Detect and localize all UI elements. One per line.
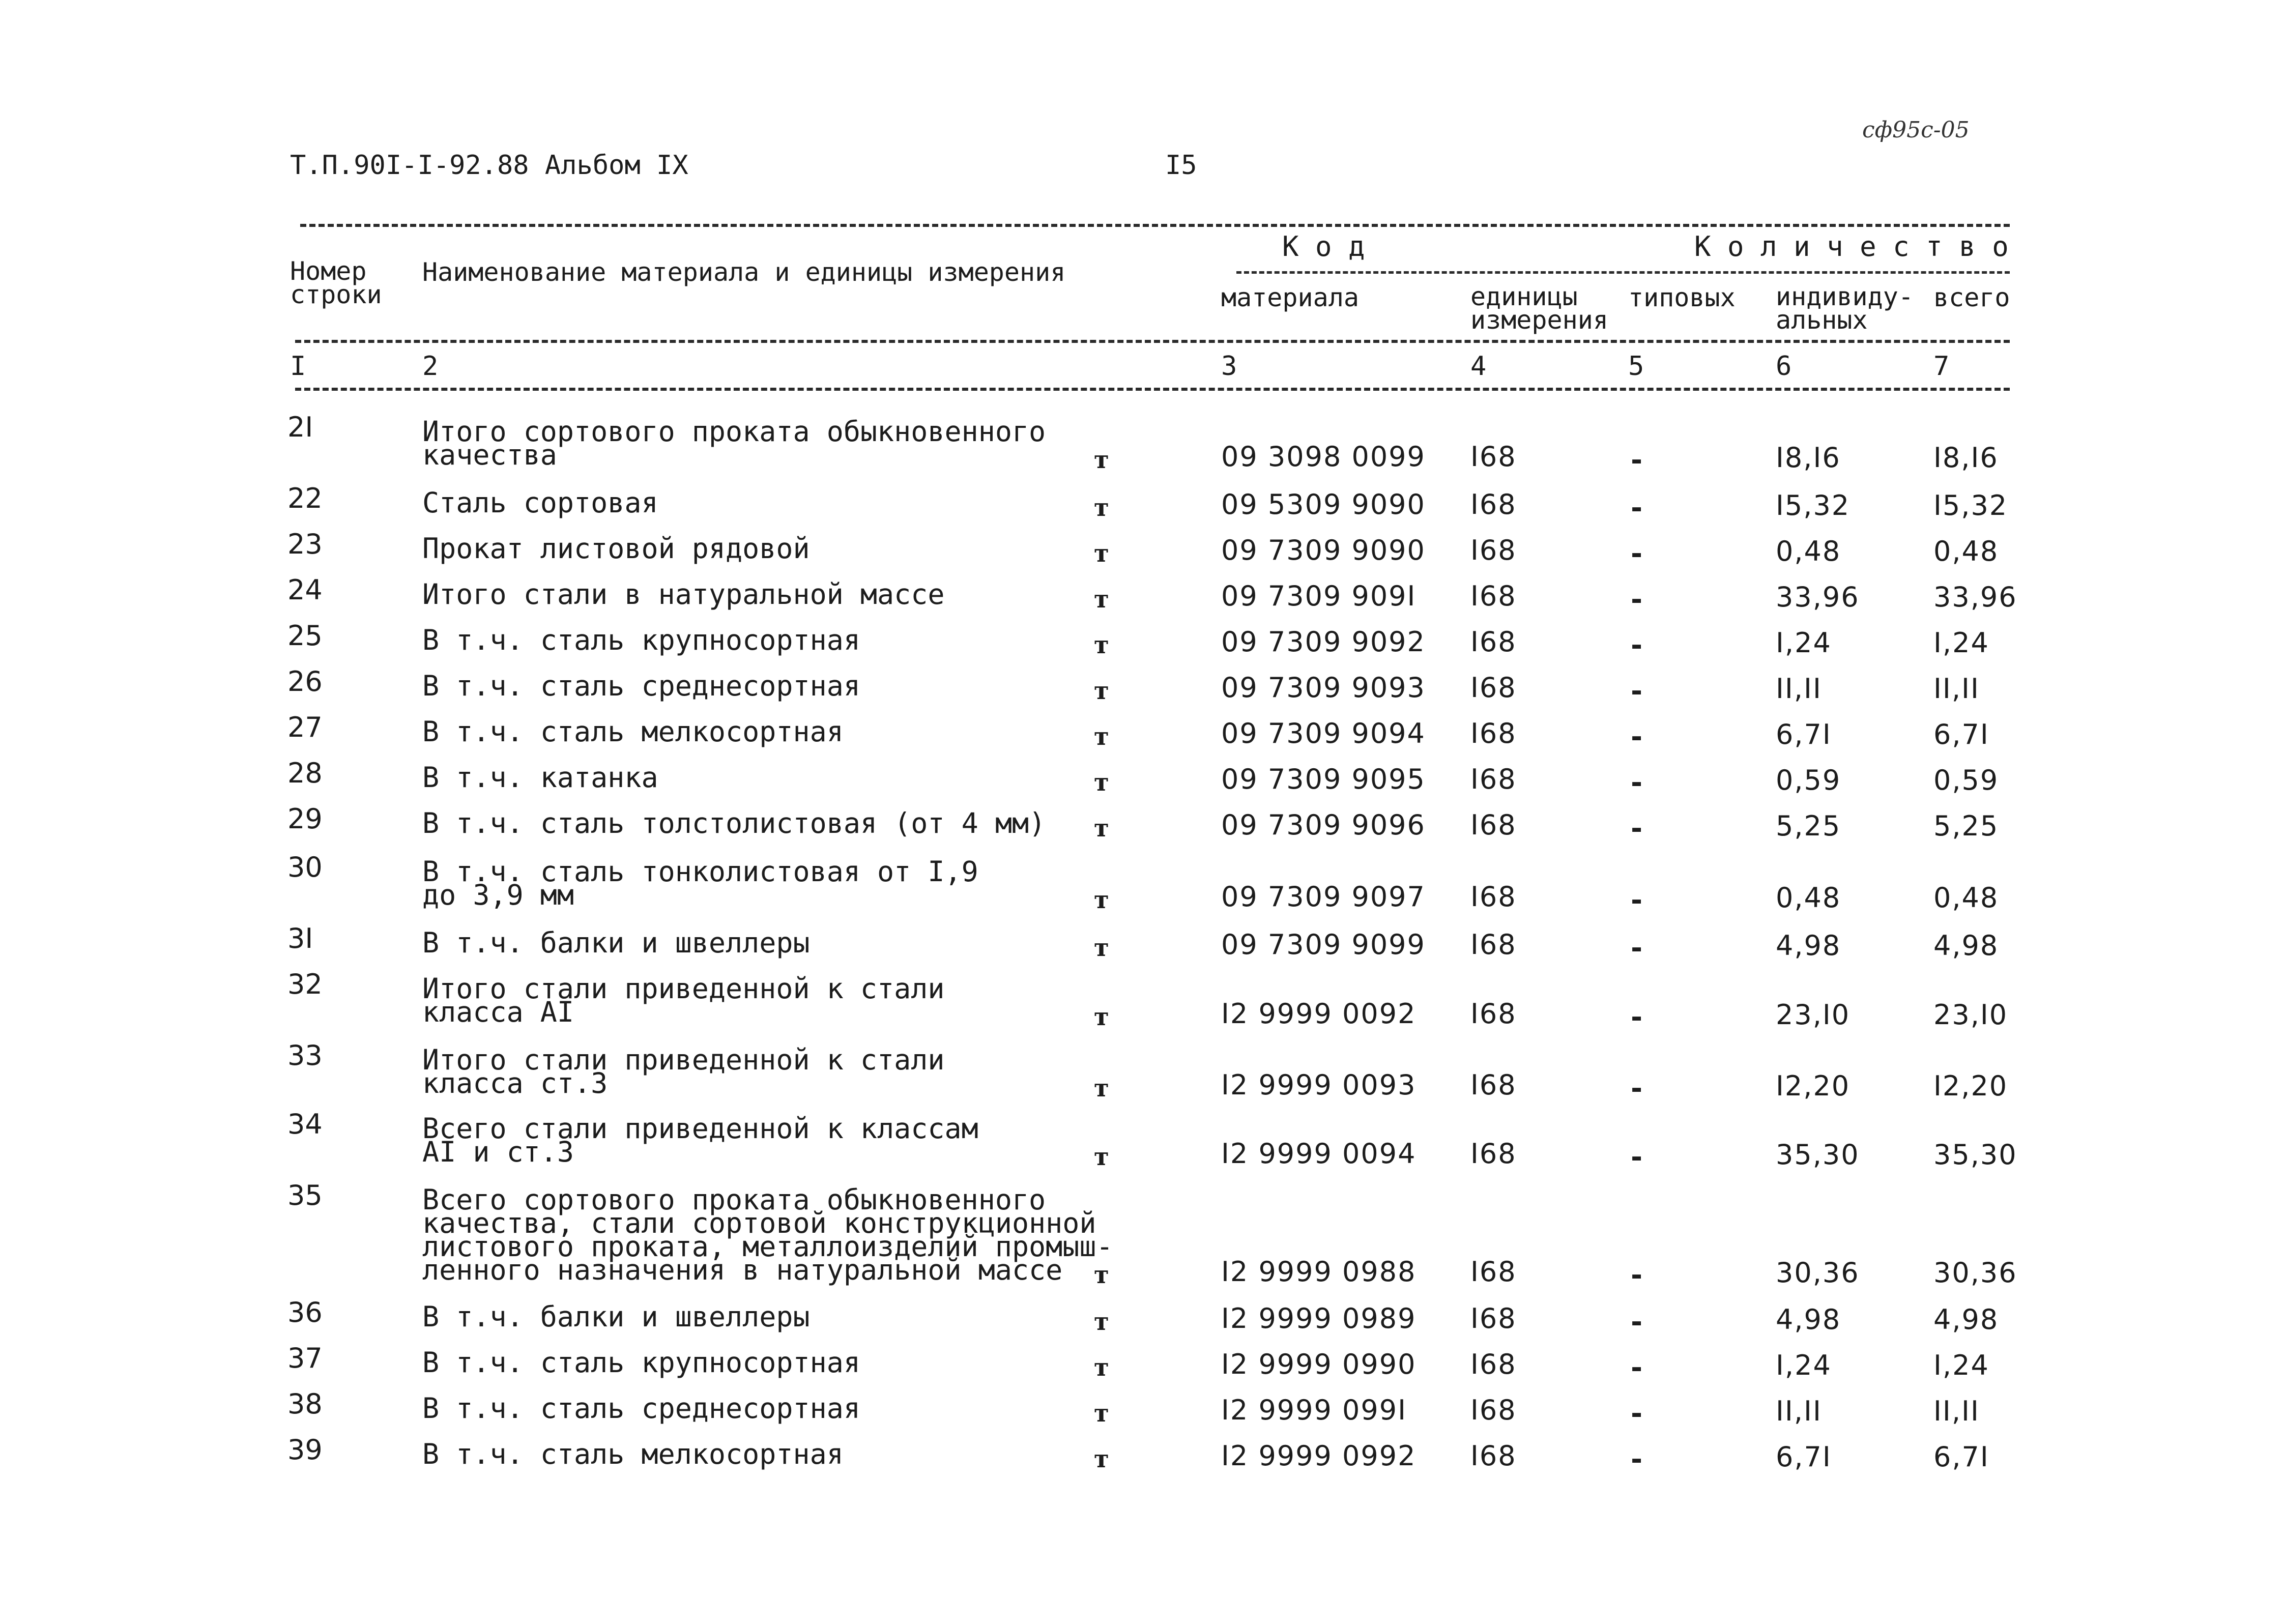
unit-of-measure: т: [1094, 1308, 1109, 1336]
row-number: 27: [287, 711, 323, 743]
unit-code: I68: [1470, 1440, 1517, 1472]
column-number-rule: [295, 388, 2010, 391]
unit-of-measure: т: [1094, 1353, 1109, 1382]
quantity-typical: -: [1628, 812, 1645, 845]
header-code-group: К о д: [1282, 230, 1365, 263]
unit-code: I68: [1470, 1348, 1517, 1380]
unit-of-measure: т: [1094, 1003, 1109, 1031]
row-number: 22: [287, 482, 323, 514]
header-bottom-rule: [295, 340, 2010, 343]
unit-of-measure: т: [1094, 585, 1109, 614]
row-number: 2I: [287, 411, 313, 443]
quantity-individual: I8,I6: [1776, 442, 1841, 474]
material-name: В т.ч. катанка: [422, 761, 658, 794]
quantity-individual: 0,48: [1776, 882, 1841, 914]
quantity-typical: -: [1628, 932, 1645, 964]
quantity-total: 5,25: [1933, 810, 1999, 842]
unit-code: I68: [1470, 441, 1517, 473]
quantity-total: 23,I0: [1933, 999, 2008, 1031]
quantity-individual: 35,30: [1776, 1139, 1860, 1171]
header-quantity-typical: типовых: [1628, 283, 1736, 312]
quantity-total: I8,I6: [1933, 442, 1999, 474]
quantity-typical: -: [1628, 766, 1645, 799]
material-code: 09 7309 909I: [1221, 580, 1416, 612]
row-number: 30: [287, 851, 323, 883]
unit-code: I68: [1470, 626, 1517, 658]
unit-code: I68: [1470, 1394, 1517, 1426]
header-code-unit: единицы измерения: [1470, 282, 1608, 335]
row-number: 38: [287, 1388, 323, 1420]
quantity-typical: -: [1628, 583, 1645, 616]
quantity-typical: -: [1628, 629, 1645, 661]
quantity-total: 6,7I: [1933, 1441, 1989, 1473]
header-code-material: материала: [1221, 283, 1359, 312]
quantity-total: 4,98: [1933, 1303, 1999, 1336]
material-code: I2 9999 0989: [1221, 1302, 1416, 1335]
row-number: 37: [287, 1342, 323, 1374]
quantity-typical: -: [1628, 1072, 1645, 1105]
material-code: 09 7309 9099: [1221, 929, 1426, 961]
material-code: 09 3098 0099: [1221, 441, 1426, 473]
material-name: В т.ч. сталь толстолистовая (от 4 мм): [422, 807, 1046, 839]
quantity-individual: I,24: [1776, 627, 1832, 659]
unit-of-measure: т: [1094, 1143, 1109, 1171]
quantity-typical: -: [1628, 1141, 1645, 1173]
quantity-total: 0,59: [1933, 764, 1999, 796]
unit-code: I68: [1470, 580, 1517, 612]
row-number: 36: [287, 1296, 323, 1328]
material-name: Прокат листовой рядовой: [422, 532, 810, 565]
unit-of-measure: т: [1094, 886, 1109, 914]
material-name: В т.ч. балки и швеллеры: [422, 926, 810, 959]
row-number: 25: [287, 620, 323, 652]
material-name: Итого стали приведенной к стали класса АI: [422, 972, 945, 1028]
unit-of-measure: т: [1094, 1445, 1109, 1473]
material-name: В т.ч. балки и швеллеры: [422, 1300, 810, 1333]
material-code: I2 9999 0992: [1221, 1440, 1416, 1472]
quantity-individual: II,II: [1776, 1395, 1822, 1427]
page-number: I5: [1165, 150, 1197, 181]
quantity-typical: -: [1628, 444, 1645, 476]
quantity-individual: 4,98: [1776, 930, 1841, 962]
header-quantity-individual: индивиду- альных: [1776, 282, 1914, 335]
unit-of-measure: т: [1094, 1074, 1109, 1103]
row-number: 26: [287, 665, 323, 698]
unit-code: I68: [1470, 881, 1517, 913]
quantity-typical: -: [1628, 491, 1645, 524]
unit-of-measure: т: [1094, 539, 1109, 568]
unit-code: I68: [1470, 488, 1517, 520]
column-number-1: I: [290, 351, 306, 382]
quantity-total: 0,48: [1933, 882, 1999, 914]
unit-code: I68: [1470, 1138, 1517, 1170]
column-number-3: 3: [1221, 351, 1237, 382]
quantity-typical: -: [1628, 537, 1645, 570]
unit-of-measure: т: [1094, 631, 1109, 659]
material-code: I2 9999 0092: [1221, 998, 1416, 1030]
quantity-typical: -: [1628, 720, 1645, 753]
quantity-individual: II,II: [1776, 673, 1822, 705]
quantity-typical: -: [1628, 884, 1645, 916]
unit-code: I68: [1470, 809, 1517, 841]
unit-of-measure: т: [1094, 722, 1109, 751]
unit-of-measure: т: [1094, 677, 1109, 705]
quantity-total: I2,20: [1933, 1070, 2008, 1102]
material-name: В т.ч. сталь крупносортная: [422, 624, 860, 656]
quantity-total: I5,32: [1933, 489, 2008, 521]
material-name: В т.ч. сталь мелкосортная: [422, 715, 844, 748]
quantity-individual: 0,48: [1776, 535, 1841, 567]
quantity-individual: 5,25: [1776, 810, 1841, 842]
row-number: 29: [287, 803, 323, 835]
material-name: Сталь сортовая: [422, 486, 658, 519]
row-number: 33: [287, 1039, 323, 1071]
quantity-total: 35,30: [1933, 1139, 2017, 1171]
unit-code: I68: [1470, 672, 1517, 704]
header-quantity-total: всего: [1933, 283, 2010, 312]
quantity-individual: 0,59: [1776, 764, 1841, 796]
quantity-typical: -: [1628, 1351, 1645, 1384]
quantity-typical: -: [1628, 1397, 1645, 1430]
row-number: 39: [287, 1434, 323, 1466]
material-code: I2 9999 0094: [1221, 1138, 1416, 1170]
unit-of-measure: т: [1094, 814, 1109, 843]
material-code: 09 7309 9094: [1221, 717, 1426, 749]
material-name: Всего стали приведенной к классам АI и ст.3: [422, 1112, 978, 1168]
document-reference: Т.П.90I-I-92.88 Альбом IX: [290, 150, 688, 181]
unit-code: I68: [1470, 998, 1517, 1030]
quantity-total: 6,7I: [1933, 718, 1989, 750]
material-code: 09 7309 9093: [1221, 672, 1426, 704]
row-number: 23: [287, 528, 323, 560]
material-name: В т.ч. сталь тонколистовая от I,9 до 3,9 мм: [422, 855, 978, 911]
quantity-individual: I5,32: [1776, 489, 1851, 521]
quantity-individual: 6,7I: [1776, 718, 1832, 750]
material-name: В т.ч. сталь среднесортная: [422, 670, 860, 702]
quantity-total: II,II: [1933, 1395, 1980, 1427]
column-number-2: 2: [422, 351, 439, 382]
quantity-individual: I2,20: [1776, 1070, 1851, 1102]
header-quantity-group: К о л и ч е с т в о: [1694, 230, 2009, 263]
material-code: I2 9999 0093: [1221, 1069, 1416, 1101]
material-name: В т.ч. сталь крупносортная: [422, 1346, 860, 1379]
header-material-name: Наименование материала и единицы измерения: [422, 257, 1066, 287]
column-number-5: 5: [1628, 351, 1644, 382]
table-top-rule: [300, 224, 2010, 227]
material-code: 09 5309 9090: [1221, 488, 1426, 520]
code-quantity-subrule: [1236, 271, 2010, 274]
quantity-total: 0,48: [1933, 535, 1999, 567]
unit-code: I68: [1470, 1302, 1517, 1335]
material-code: I2 9999 0990: [1221, 1348, 1416, 1380]
unit-of-measure: т: [1094, 934, 1109, 962]
quantity-typical: -: [1628, 1001, 1645, 1033]
material-name: Всего сортового проката обыкновенного качества, стали сортовой конструкционной листового проката, металлоизделий промыш- ленного назначения в натуральной массе: [422, 1183, 1113, 1286]
unit-of-measure: т: [1094, 446, 1109, 474]
corner-handwritten-note: сф95с-05: [1862, 117, 1970, 143]
material-code: 09 7309 9096: [1221, 809, 1426, 841]
unit-code: I68: [1470, 763, 1517, 795]
column-number-6: 6: [1776, 351, 1792, 382]
unit-of-measure: т: [1094, 768, 1109, 797]
row-number: 24: [287, 574, 323, 606]
material-code: 09 7309 9097: [1221, 881, 1426, 913]
row-number: 35: [287, 1179, 323, 1211]
material-code: I2 9999 099I: [1221, 1394, 1407, 1426]
unit-code: I68: [1470, 1256, 1517, 1288]
row-number: 34: [287, 1108, 323, 1140]
row-number: 28: [287, 757, 323, 789]
row-number: 32: [287, 968, 323, 1000]
header-row-number: Номер строки: [290, 256, 382, 309]
quantity-total: 30,36: [1933, 1257, 2017, 1289]
material-code: 09 7309 9095: [1221, 763, 1426, 795]
unit-code: I68: [1470, 1069, 1517, 1101]
quantity-typical: -: [1628, 1443, 1645, 1475]
material-name: В т.ч. сталь мелкосортная: [422, 1438, 844, 1470]
quantity-typical: -: [1628, 1306, 1645, 1338]
material-name: Итого сортового проката обыкновенного качества: [422, 415, 1046, 471]
material-name: В т.ч. сталь среднесортная: [422, 1392, 860, 1425]
quantity-total: II,II: [1933, 673, 1980, 705]
material-name: Итого стали приведенной к стали класса ст.3: [422, 1043, 945, 1099]
material-name: Итого стали в натуральной массе: [422, 578, 945, 611]
unit-of-measure: т: [1094, 1399, 1109, 1428]
unit-of-measure: т: [1094, 1261, 1109, 1289]
unit-code: I68: [1470, 929, 1517, 961]
quantity-individual: 30,36: [1776, 1257, 1860, 1289]
quantity-total: I,24: [1933, 1349, 1989, 1381]
material-code: 09 7309 9090: [1221, 534, 1426, 566]
material-code: I2 9999 0988: [1221, 1256, 1416, 1288]
unit-code: I68: [1470, 534, 1517, 566]
material-code: 09 7309 9092: [1221, 626, 1426, 658]
column-number-7: 7: [1933, 351, 1950, 382]
quantity-total: 33,96: [1933, 581, 2017, 613]
quantity-individual: 4,98: [1776, 1303, 1841, 1336]
quantity-total: 4,98: [1933, 930, 1999, 962]
column-number-4: 4: [1470, 351, 1487, 382]
quantity-individual: 6,7I: [1776, 1441, 1832, 1473]
row-number: 3I: [287, 922, 313, 954]
unit-code: I68: [1470, 717, 1517, 749]
quantity-typical: -: [1628, 675, 1645, 707]
unit-of-measure: т: [1094, 494, 1109, 522]
quantity-individual: 33,96: [1776, 581, 1860, 613]
quantity-individual: I,24: [1776, 1349, 1832, 1381]
quantity-total: I,24: [1933, 627, 1989, 659]
quantity-individual: 23,I0: [1776, 999, 1851, 1031]
quantity-typical: -: [1628, 1259, 1645, 1291]
